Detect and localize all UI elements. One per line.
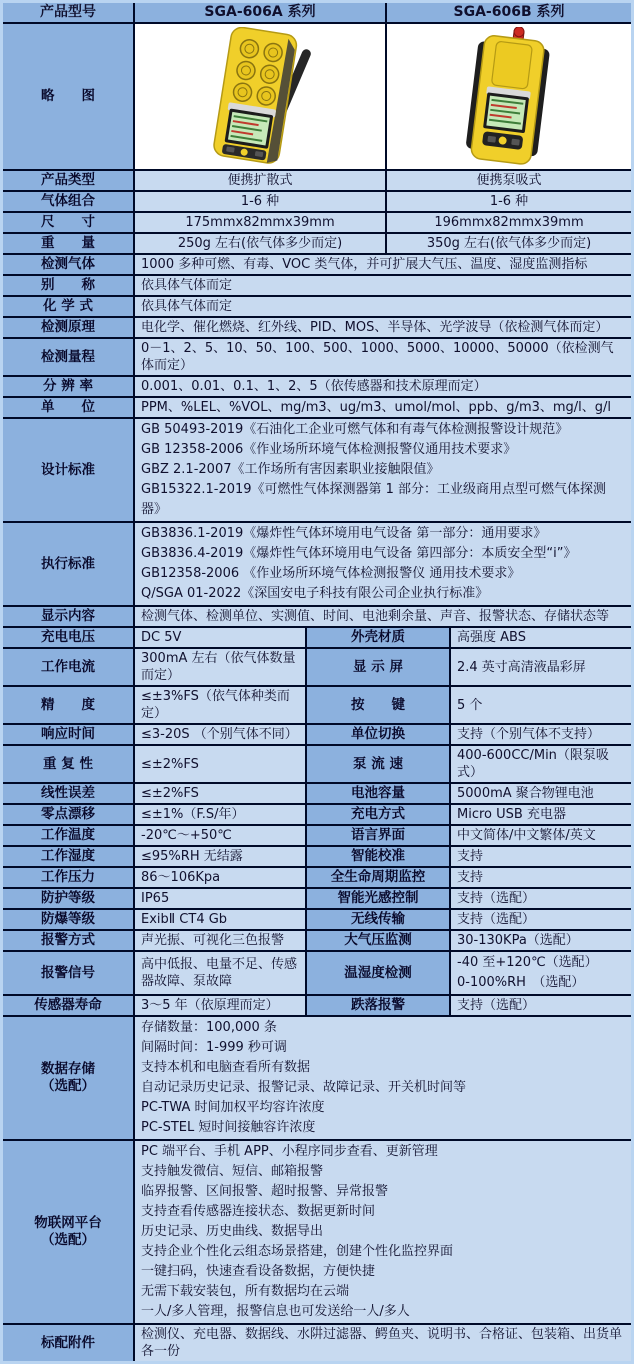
row-label-1: 充电电压 [3,628,133,647]
standard-line: GB 12358-2006《作业场所环境气体检测报警仪通用技术要求》 [141,442,517,457]
table-row-sensor-life [3,994,631,1015]
table-row-dimensions [3,211,631,232]
value-a: 1-6 种 [133,192,385,211]
device-a-image-cell [133,24,385,169]
row-value-1: ≤3-20S （个别气体不同） [133,725,305,744]
row-label: 设计标准 [3,419,133,521]
table-row-display-content [3,605,631,626]
row-label-1: 精 度 [3,687,133,723]
row-label-1: 重 复 性 [3,746,133,782]
table-row-weight [3,232,631,253]
row-value: 0.001、0.01、0.1、1、2、5（依传感器和技术原理而定） [133,377,631,396]
table-row-product-type [3,169,631,190]
iot-line: 临界报警、区间报警、超时报警、异常报警 [141,1184,389,1199]
row-label: 产品类型 [3,171,133,190]
row-label-1: 传感器寿命 [3,996,133,1015]
iot-line: 一人/多人管理，报警信息也可发送给一人/多人 [141,1304,410,1319]
row-value: 检测气体、检测单位、实测值、时间、电池剩余量、声音、报警状态、存储状态等 [133,607,631,626]
standard-line: GB12358-2006 《作业场所环境气体检测报警仪 通用技术要求》 [141,566,521,581]
row-value-1: 300mA 左右（依气体数量而定） [133,649,305,685]
sketch-label: 略 图 [3,24,133,169]
table-row-working-temperature [3,824,631,845]
row-value-1: 3～5 年（依原理而定） [133,996,305,1015]
row-label-2: 显 示 屏 [305,649,449,685]
row-label-1: 线性误差 [3,784,133,803]
humidity-range-line: 0-100%RH （选配） [457,975,585,990]
iot-label-line1: 物联网平台 [34,1215,102,1231]
row-label-1: 零点漂移 [3,805,133,824]
table-row-working-humidity [3,845,631,866]
row-label [3,1141,133,1323]
row-value-2: 支持 [449,847,631,866]
table-row-working-current [3,647,631,685]
row-label-2: 外壳材质 [305,628,449,647]
value-a: 便携扩散式 [133,171,385,190]
table-row-explosion-proof-rating [3,908,631,929]
row-label-1: 报警信号 [3,952,133,994]
row-label-1: 工作湿度 [3,847,133,866]
table-row-gas-combination [3,190,631,211]
iot-line: 一键扫码，快速查看设备数据，方便快捷 [141,1264,376,1279]
table-row-response-time [3,723,631,744]
iot-line: PC 端平台、手机 APP、小程序同步查看、更新管理 [141,1144,438,1159]
row-label-2: 智能光感控制 [305,889,449,908]
iot-label-line2: （选配） [41,1232,95,1248]
row-value-2: 支持（选配） [449,910,631,929]
device-b-pump-image [434,27,584,167]
table-row-alias [3,274,631,295]
row-value-2: 高强度 ABS [449,628,631,647]
row-label-1: 工作温度 [3,826,133,845]
iot-line: 历史记录、历史曲线、数据导出 [141,1224,324,1239]
row-value-2: Micro USB 充电器 [449,805,631,824]
standard-line: GB3836.1-2019《爆炸性气体环境用电气设备 第一部分：通用要求》 [141,526,547,541]
storage-line: 存储数量：100,000 条 [141,1020,277,1035]
row-label-2: 智能校准 [305,847,449,866]
table-row-working-pressure [3,866,631,887]
table-row-detection-principle [3,316,631,337]
table-row-linearity-error [3,782,631,803]
row-label-2: 全生命周期监控 [305,868,449,887]
iot-line: 无需下载安装包，所有数据均在云端 [141,1284,350,1299]
row-label-2: 温湿度检测 [305,952,449,994]
table-row-exec-standard [3,521,631,605]
table-row-detection-range [3,337,631,375]
row-value-1: 86～106Kpa [133,868,305,887]
row-value-1: ≤±2%FS [133,784,305,803]
row-label-1: 防爆等级 [3,910,133,929]
row-label-1: 工作压力 [3,868,133,887]
value-b: 350g 左右(依气体多少而定) [385,234,631,253]
table-row-accuracy [3,685,631,723]
table-row-detected-gases [3,253,631,274]
storage-line: 间隔时间：1-999 秒可调 [141,1040,287,1055]
row-value-2: 支持（选配） [449,996,631,1015]
row-label-1: 响应时间 [3,725,133,744]
table-row-repeatability [3,744,631,782]
row-label-2: 语言界面 [305,826,449,845]
row-value: 检测仪、充电器、数据线、水阱过滤器、鳄鱼夹、说明书、合格证、包装箱、出货单各一份 [133,1325,631,1361]
row-value: 1000 多种可燃、有毒、VOC 类气体，并可扩展大气压、温度、湿度监测指标 [133,255,631,274]
row-value-1: DC 5V [133,628,305,647]
row-label: 检测量程 [3,339,133,375]
header-product-model: 产品型号 [3,3,133,22]
row-label-1: 工作电流 [3,649,133,685]
row-value-2: 5000mA 聚合物锂电池 [449,784,631,803]
table-row-protection-rating [3,887,631,908]
data-storage-label-line2: （选配） [41,1078,95,1094]
table-row-accessories [3,1323,631,1361]
row-label: 气体组合 [3,192,133,211]
value-b: 1-6 种 [385,192,631,211]
header-series-b: SGA-606B 系列 [385,3,631,22]
row-value: 依具体气体而定 [133,297,631,316]
storage-line: PC-TWA 时间加权平均容许浓度 [141,1100,325,1115]
row-value-1: ≤±3%FS（依气体种类而定） [133,687,305,723]
storage-line: 支持本机和电脑查看所有数据 [141,1060,311,1075]
row-label: 显示内容 [3,607,133,626]
exec-standard-cell [133,523,631,605]
row-label: 尺 寸 [3,213,133,232]
row-value-2: 支持 [449,868,631,887]
row-value-2: 30-130KPa（选配） [449,931,631,950]
row-value-2: 5 个 [449,687,631,723]
storage-line: PC-STEL 短时间接触容许浓度 [141,1120,316,1135]
device-a-diffusion-image [175,27,345,167]
temp-range-line: -40 至+120℃（选配） [457,955,598,970]
table-row-chemical-formula [3,295,631,316]
row-label: 分 辨 率 [3,377,133,396]
row-value-1: ≤±1%（F.S/年） [133,805,305,824]
row-label: 检测气体 [3,255,133,274]
row-value-2 [449,952,631,994]
row-label: 标配附件 [3,1325,133,1361]
row-value-1: 高中低报、电量不足、传感器故障、泵故障 [133,952,305,994]
iot-line: 支持企业个性化云组态场景搭建，创建个性化监控界面 [141,1244,454,1259]
table-row-charge-voltage [3,626,631,647]
row-value-1: IP65 [133,889,305,908]
row-label-2: 按 键 [305,687,449,723]
row-value-1: -20℃～+50℃ [133,826,305,845]
table-row-data-storage [3,1015,631,1139]
table-row-resolution [3,375,631,396]
row-value-2: 支持（选配） [449,889,631,908]
table-row-units [3,396,631,417]
sketch-row [3,22,631,169]
row-label-2: 大气压监测 [305,931,449,950]
row-label-1: 防护等级 [3,889,133,908]
row-value-2: 2.4 英寸高清液晶彩屏 [449,649,631,685]
data-storage-label-line1: 数据存储 [41,1061,95,1077]
row-label: 检测原理 [3,318,133,337]
row-label-2: 跌落报警 [305,996,449,1015]
standard-line: GB 50493-2019《石油化工企业可燃气体和有毒气体检测报警设计规范》 [141,422,569,437]
row-value-1: ExibⅡ CT4 Gb [133,910,305,929]
row-label-2: 单位切换 [305,725,449,744]
standard-line: GB15322.1-2019《可燃性气体探测器第 1 部分：工业级商用点型可燃气体探测器》 [141,482,607,517]
standard-line: Q/SGA 01-2022《深国安电子科技有限公司企业执行标准》 [141,586,489,601]
row-value: PPM、%LEL、%VOL、mg/m3、ug/m3、umol/mol、ppb、g/m3、mg/l、g/l [133,398,631,417]
table-row-design-standard [3,417,631,521]
row-value: 依具体气体而定 [133,276,631,295]
row-label: 化 学 式 [3,297,133,316]
row-value-2: 中文简体/中文繁体/英文 [449,826,631,845]
row-value: 电化学、催化燃烧、红外线、PID、MOS、半导体、光学波导（依检测气体而定） [133,318,631,337]
value-a: 175mmx82mmx39mm [133,213,385,232]
row-label-2: 电池容量 [305,784,449,803]
data-storage-cell [133,1017,631,1139]
value-a: 250g 左右(依气体多少而定) [133,234,385,253]
value-b: 便携泵吸式 [385,171,631,190]
row-label: 单 位 [3,398,133,417]
iot-line: 支持触发微信、短信、邮箱报警 [141,1164,324,1179]
row-label-1: 报警方式 [3,931,133,950]
row-label: 别 称 [3,276,133,295]
table-row-alarm-mode [3,929,631,950]
row-value-1: 声光振、可视化三色报警 [133,931,305,950]
table-row-zero-drift [3,803,631,824]
standard-line: GBZ 2.1-2007《工作场所有害因素职业接触限值》 [141,462,440,477]
design-standard-cell [133,419,631,521]
table-row-iot-platform [3,1139,631,1323]
row-value-2: 400-600CC/Min（限泵吸式） [449,746,631,782]
table-row-alarm-signal [3,950,631,994]
row-label-2: 充电方式 [305,805,449,824]
row-value-1: ≤±2%FS [133,746,305,782]
row-value-1: ≤95%RH 无结露 [133,847,305,866]
row-label [3,1017,133,1139]
header-series-a: SGA-606A 系列 [133,3,385,22]
row-label-2: 无线传输 [305,910,449,929]
row-label: 重 量 [3,234,133,253]
header-row [3,3,631,22]
standard-line: GB3836.4-2019《爆炸性气体环境用电气设备 第四部分：本质安全型“i”》 [141,546,577,561]
iot-line: 支持查看传感器连接状态、数据更新时间 [141,1204,376,1219]
row-label-2: 泵 流 速 [305,746,449,782]
device-b-pump-image-cell [385,24,631,169]
row-value: 0－1、2、5、10、50、100、500、1000、5000、10000、50000（依检测气体而定） [133,339,631,375]
row-value-2: 支持（个别气体不支持） [449,725,631,744]
storage-line: 自动记录历史记录、报警记录、故障记录、开关机时间等 [141,1080,467,1095]
row-label: 执行标准 [3,523,133,605]
iot-platform-cell [133,1141,631,1323]
value-b: 196mmx82mmx39mm [385,213,631,232]
